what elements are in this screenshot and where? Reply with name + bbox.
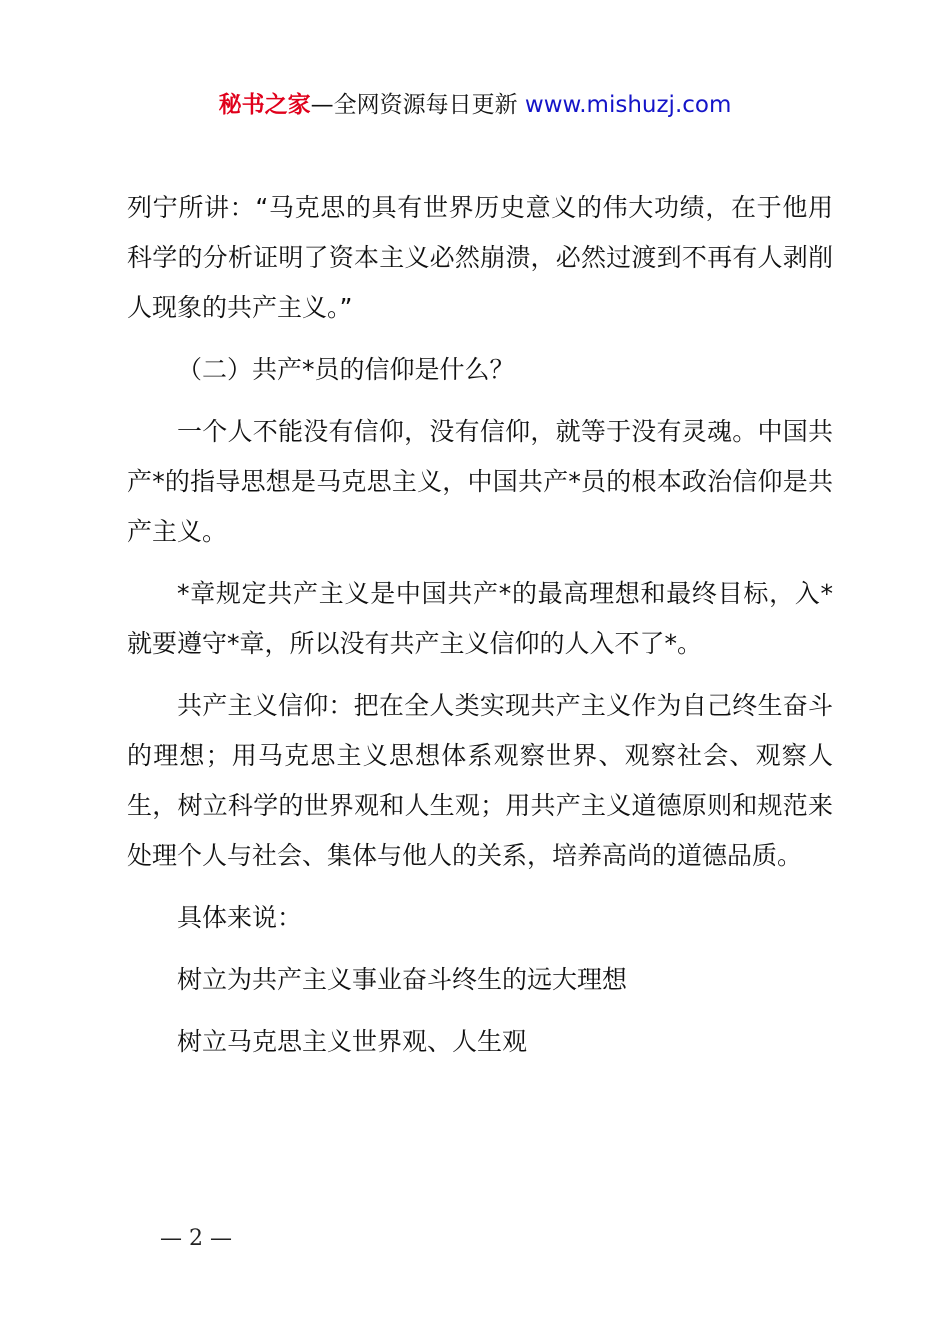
- page-header: [0, 88, 950, 122]
- document-body: [127, 183, 833, 1079]
- header-url[interactable]: www.mishuzj.com: [524, 92, 732, 118]
- paragraph-communist-belief: 共产主义信仰：把在全人类实现共产主义作为自己终生奋斗的理想；用马克思主义思想体系观察世界、观察社会、观察人生，树立科学的世界观和人生观；用共产主义道德原则和规范来处理个人与社会、集体与他人的关系，培养高尚的道德品质。: [127, 691, 833, 870]
- paragraph-lenin-quote: 列宁所讲：“马克思的具有世界历史意义的伟大功绩，在于他用科学的分析证明了资本主义必然崩溃，必然过渡到不再有人剥削人现象的共产主义。”: [127, 193, 833, 322]
- brand-name: 秘书之家: [218, 92, 311, 118]
- paragraph-constitution: *章规定共产主义是中国共产*的最高理想和最终目标，入*就要遵守*章，所以没有共产主义信仰的人入不了*。: [127, 579, 833, 658]
- page-number: — 2 —: [160, 1226, 232, 1251]
- paragraph-belief: 一个人不能没有信仰，没有信仰，就等于没有灵魂。中国共产*的指导思想是马克思主义，中国共产*员的根本政治信仰是共产主义。: [127, 417, 833, 546]
- paragraph-specifically: 具体来说：: [177, 903, 303, 932]
- section-heading: （二）共产*员的信仰是什么？: [177, 355, 515, 384]
- list-item: 树立马克思主义世界观、人生观: [177, 1027, 528, 1056]
- header-tagline: —全网资源每日更新: [310, 92, 525, 118]
- list-item: 树立为共产主义事业奋斗终生的远大理想: [177, 965, 628, 994]
